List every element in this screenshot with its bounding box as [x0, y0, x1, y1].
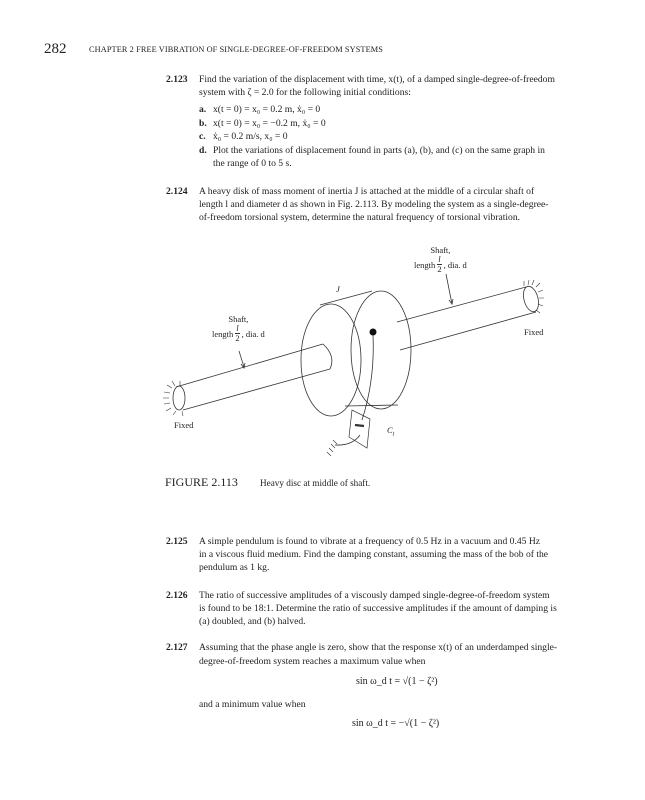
problem-number: 2.126	[166, 590, 188, 601]
text-line: and a minimum value when	[199, 699, 306, 710]
chapter-header: CHAPTER 2 FREE VIBRATION OF SINGLE-DEGREE-OF-FREEDOM SYSTEMS	[89, 45, 383, 54]
length-label	[414, 255, 467, 274]
damper-subscript: t	[392, 431, 395, 438]
length-label	[212, 324, 265, 343]
part-text: x(t = 0) = x₀ = 0.2 m, ẋ₀ = 0	[213, 104, 321, 115]
torsional-damper	[327, 329, 377, 457]
dia-text: , dia. d	[241, 328, 265, 339]
text-line: Assuming that the phase angle is zero, show that the response x(t) of an underdamped single-	[199, 642, 558, 653]
left-shaft-label	[212, 314, 265, 343]
part-label: c.	[199, 131, 206, 142]
length-text: length	[212, 328, 234, 339]
right-fixed-label: Fixed	[524, 327, 544, 337]
figure-caption-text: Heavy disc at middle of shaft.	[260, 478, 371, 488]
left-fixed-label: Fixed	[174, 420, 194, 430]
text-line: A heavy disk of mass moment of inertia J is attached at the middle of a circular shaft of	[199, 186, 535, 197]
fraction-numerator: l	[236, 323, 239, 333]
part-text: ẋ₀ = 0.2 m/s, x₀ = 0	[213, 131, 288, 142]
fraction-numerator: l	[438, 254, 441, 264]
right-shaft-label	[414, 245, 467, 274]
text-line: A simple pendulum is found to vibrate at a frequency of 0.5 Hz in a vacuum and 0.45 Hz	[199, 536, 541, 547]
left-shaft	[173, 344, 332, 410]
part-label: a.	[199, 104, 207, 115]
part-text: x(t = 0) = x₀ = −0.2 m, ẋ₀ = 0	[213, 118, 326, 129]
problem-number: 2.127	[166, 642, 188, 653]
damper-label	[387, 425, 394, 440]
text-line: is found to be 18:1. Determine the ratio of successive amplitudes if the amount of damping is	[199, 603, 557, 614]
text-line: (a) doubled, and (b) halved.	[199, 616, 306, 627]
part-text: Plot the variations of displacement found in parts (a), (b), and (c) on the same graph in	[213, 145, 545, 156]
label-arrows	[239, 274, 453, 368]
problem-number: 2.124	[166, 186, 188, 197]
inertia-label: J	[336, 284, 340, 294]
part-label: b.	[199, 118, 207, 129]
fraction	[437, 255, 441, 274]
part-label: d.	[199, 145, 207, 156]
text-line: degree-of-freedom system reaches a maximum value when	[199, 656, 426, 667]
shaft-label: Shaft,	[228, 314, 249, 324]
fraction-denominator: 2	[235, 333, 240, 343]
right-shaft	[397, 285, 544, 350]
figure-caption-number: FIGURE 2.113	[165, 475, 238, 489]
text-line: in a viscous fluid medium. Find the damping constant, assuming the mass of the bob of the	[199, 549, 549, 560]
dia-text: , dia. d	[443, 259, 467, 270]
part-text: the range of 0 to 5 s.	[213, 158, 292, 169]
fraction-denominator: 2	[437, 264, 442, 274]
text-line: length l and diameter d as shown in Fig. 2.113. By modeling the system as a single-degree-	[199, 199, 549, 210]
page-number: 282	[44, 41, 67, 57]
shaft-label: Shaft,	[430, 245, 451, 255]
text-line: Find the variation of the displacement with time, x(t), of a damped single-degree-of-freedom	[199, 74, 555, 85]
problem-number: 2.125	[166, 536, 188, 547]
disk	[301, 291, 411, 416]
length-text: length	[414, 259, 436, 270]
equation-max: sin ω_d t = √(1 − ζ²)	[356, 676, 438, 687]
text-line: of-freedom torsional system, determine the natural frequency of torsional vibration.	[199, 212, 521, 223]
fraction	[235, 324, 239, 343]
problem-number: 2.123	[166, 74, 188, 85]
right-fixed-hatch	[524, 280, 544, 313]
equation-min: sin ω_d t = −√(1 − ζ²)	[352, 718, 440, 729]
damper-symbol: C	[387, 425, 393, 435]
text-line: pendulum as 1 kg.	[199, 562, 270, 573]
text-line: system with ζ = 2.0 for the following initial conditions:	[199, 87, 411, 98]
text-line: The ratio of successive amplitudes of a viscously damped single-degree-of-freedom system	[199, 590, 550, 601]
